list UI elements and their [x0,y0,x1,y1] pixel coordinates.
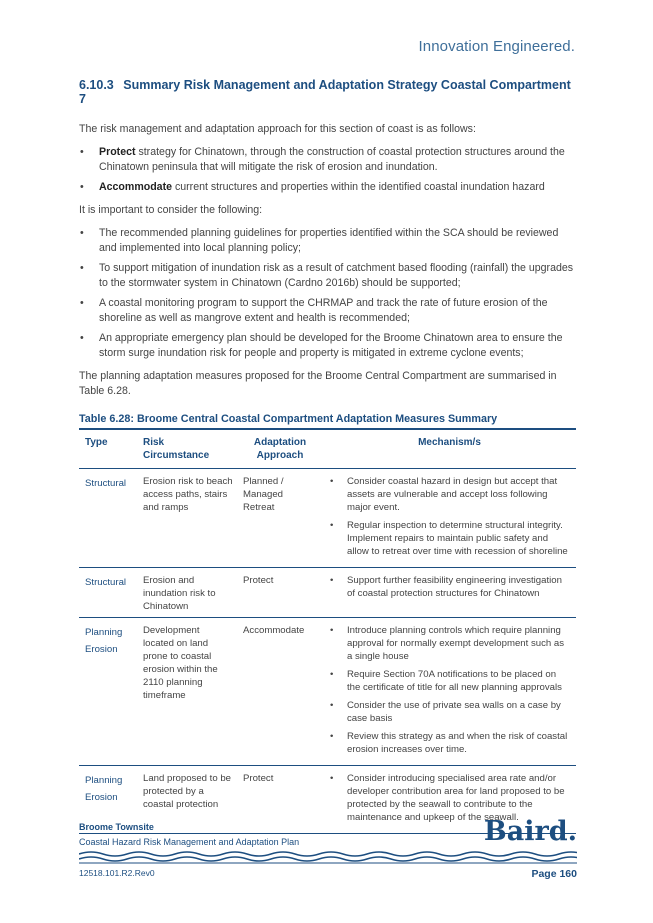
header-tagline: Innovation Engineered. [418,38,575,55]
approach-list [79,145,576,195]
footer-subtitle: Coastal Hazard Risk Management and Adaptation Plan [79,837,300,847]
mechanism-item: • Require Section 70A notifications to be placed on the certificate of title for all new planning approvals [327,668,572,694]
type-cell: Structural [79,469,137,568]
approach-term: Accommodate [99,181,172,193]
page-content [79,78,576,834]
mechanism-cell [321,568,576,618]
page-footer [79,816,577,880]
risk-cell: Land proposed to be protected by a coastal protection [137,766,237,834]
consideration-item: • An appropriate emergency plan should be developed for the Broome Chinatown area to ensure the storm surge inundation risk for people and property is mitigated in extreme cyclone events; [79,331,576,361]
consideration-item: • To support mitigation of inundation risk as a result of catchment based flooding (rainfall) the upgrades to the stormwater system in Chinatown (Cardno 2016b) should be supported; [79,261,576,291]
approach-term: Protect [99,146,136,158]
table-row [79,618,576,766]
table-caption: Table 6.28: Broome Central Coastal Compartment Adaptation Measures Summary [79,413,498,425]
mechanism-item: • Consider coastal hazard in design but accept that assets are vulnerable and accept loss following major event. [327,475,572,514]
consideration-item: • A coastal monitoring program to support the CHRMAP and track the rate of future erosion of the shoreline as well as mangrove extent and health is recommended; [79,296,576,326]
closing-paragraph: The planning adaptation measures proposed for the Broome Central Compartment are summarised in Table 6.28. [79,370,557,397]
baird-logo: Baird. [483,816,577,847]
risk-cell: Erosion risk to beach access paths, stairs and ramps [137,469,237,568]
mechanism-item: • Consider the use of private sea walls on a case by case basis [327,699,572,725]
section-heading [79,78,576,106]
approach-cell: Protect [237,766,321,834]
mechanism-item: • Consider introducing specialised area rate and/or developer contribution area for land proposed to be protected by the seawall to contribute to the maintenance and upkeep of the seawall. [327,772,572,824]
type-cell: Planning Erosion [79,618,137,766]
type-cell: Structural [79,568,137,618]
mechanism-item: • Regular inspection to determine structural integrity. Implement repairs to maintain public safety and allow to retreat over time with recession of shoreline [327,519,572,558]
approach-text: strategy for Chinatown, through the construction of coastal protection structures around the Chinatown peninsula that will mitigate the risk of erosion and inundation. [99,146,565,173]
mechanism-cell [321,618,576,766]
approach-item-accommodate [79,180,576,195]
consideration-item: • The recommended planning guidelines for properties identified within the SCA should be reviewed and implemented into local planning policy; [79,226,576,256]
approach-cell: Protect [237,568,321,618]
consider-intro: It is important to consider the following: [79,204,263,216]
section-title: Summary Risk Management and Adaptation Strategy Coastal Compartment 7 [79,78,571,106]
risk-cell: Erosion and inundation risk to Chinatown [137,568,237,618]
approach-item-protect [79,145,576,175]
table-row [79,568,576,618]
adaptation-measures-table [79,428,576,834]
table-row [79,469,576,568]
approach-cell: Planned / Managed Retreat [237,469,321,568]
header-approach: Adaptation Approach [237,429,321,469]
risk-cell: Development located on land prone to coastal erosion within the 2110 planning timeframe [137,618,237,766]
page-number: Page 160 [531,868,577,880]
type-cell: Planning Erosion [79,766,137,834]
section-number: 6.10.3 [79,78,114,92]
mechanism-item: • Introduce planning controls which require planning approval for normally exempt development such as a single house [327,624,572,663]
header-mechanism: Mechanism/s [321,429,576,469]
footer-revision: 12518.101.R2.Rev0 [79,868,155,878]
mechanism-item: • Support further feasibility engineering investigation of coastal protection structures for Chinatown [327,574,572,600]
header-type: Type [79,429,137,469]
mechanism-item: • Review this strategy as and when the risk of coastal erosion increases over time. [327,730,572,756]
consideration-list [79,226,576,361]
wave-divider-icon [79,850,577,864]
header-risk: Risk Circumstance [137,429,237,469]
approach-cell: Accommodate [237,618,321,766]
intro-paragraph: The risk management and adaptation approach for this section of coast is as follows: [79,123,476,135]
mechanism-cell [321,469,576,568]
footer-title: Broome Townsite [79,822,154,832]
approach-text: current structures and properties within the identified coastal inundation hazard [172,181,545,193]
